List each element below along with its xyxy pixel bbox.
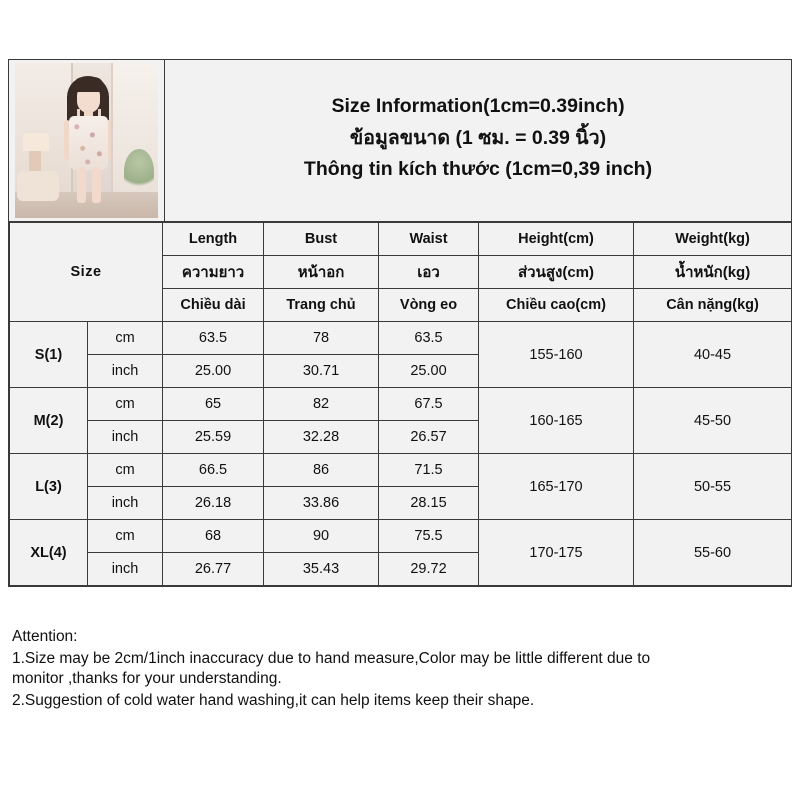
- title-english: Size Information(1cm=0.39inch): [331, 95, 625, 118]
- table-row: [10, 454, 792, 487]
- cell-length-inch-m: 25.59: [163, 421, 264, 454]
- cell-height-xl: 170-175: [479, 520, 634, 586]
- cell-length-cm-m: 65: [163, 388, 264, 421]
- unit-inch: inch: [88, 355, 163, 388]
- cell-length-cm-s: 63.5: [163, 322, 264, 355]
- table-row: [10, 520, 792, 553]
- cell-weight-xl: 55-60: [634, 520, 792, 586]
- header-weight-th: น้ำหนัก(kg): [634, 256, 792, 289]
- cell-length-cm-l: 66.5: [163, 454, 264, 487]
- unit-inch: inch: [88, 421, 163, 454]
- header-length-vi: Chiều dài: [163, 289, 264, 322]
- header-height-th: ส่วนสูง(cm): [479, 256, 634, 289]
- header-weight-en: Weight(kg): [634, 223, 792, 256]
- table-header-row-english: [10, 223, 792, 256]
- product-photo: [15, 63, 158, 218]
- photo-model-leg-right: [92, 167, 101, 203]
- attention-heading: Attention:: [12, 628, 78, 645]
- header-waist-th: เอว: [379, 256, 479, 289]
- chart-title-block: [165, 60, 791, 221]
- cell-waist-cm-xl: 75.5: [379, 520, 479, 553]
- row-size-l: L(3): [10, 454, 88, 520]
- photo-lamp-base: [29, 151, 41, 173]
- header-waist-vi: Vòng eo: [379, 289, 479, 322]
- product-photo-cell: [9, 60, 165, 221]
- header-weight-vi: Cân nặng(kg): [634, 289, 792, 322]
- title-vietnamese: Thông tin kích thước (1cm=0,39 inch): [303, 158, 653, 181]
- cell-bust-cm-s: 78: [264, 322, 379, 355]
- attention-note-1-line-2: monitor ,thanks for your understanding.: [12, 670, 282, 688]
- row-size-xl: XL(4): [10, 520, 88, 586]
- cell-bust-inch-s: 30.71: [264, 355, 379, 388]
- cell-height-m: 160-165: [479, 388, 634, 454]
- header-size-label: Size: [10, 223, 163, 322]
- cell-bust-cm-xl: 90: [264, 520, 379, 553]
- header-length-th: ความยาว: [163, 256, 264, 289]
- unit-inch: inch: [88, 487, 163, 520]
- unit-cm: cm: [88, 520, 163, 553]
- cell-length-cm-xl: 68: [163, 520, 264, 553]
- size-chart: [8, 59, 792, 587]
- attention-block: [8, 623, 792, 711]
- cell-length-inch-s: 25.00: [163, 355, 264, 388]
- photo-model-fringe: [73, 77, 104, 92]
- cell-bust-cm-l: 86: [264, 454, 379, 487]
- row-size-s: S(1): [10, 322, 88, 388]
- unit-cm: cm: [88, 454, 163, 487]
- cell-bust-inch-m: 32.28: [264, 421, 379, 454]
- unit-inch: inch: [88, 553, 163, 586]
- row-size-m: M(2): [10, 388, 88, 454]
- cell-weight-s: 40-45: [634, 322, 792, 388]
- cell-waist-cm-m: 67.5: [379, 388, 479, 421]
- table-row: [10, 322, 792, 355]
- cell-weight-l: 50-55: [634, 454, 792, 520]
- cell-waist-cm-l: 71.5: [379, 454, 479, 487]
- header-length-en: Length: [163, 223, 264, 256]
- cell-height-s: 155-160: [479, 322, 634, 388]
- cell-waist-inch-s: 25.00: [379, 355, 479, 388]
- cell-bust-inch-l: 33.86: [264, 487, 379, 520]
- attention-note-1-line-1: 1.Size may be 2cm/1inch inaccuracy due to hand measure,Color may be little different due to: [12, 649, 651, 667]
- cell-length-inch-l: 26.18: [163, 487, 264, 520]
- cell-length-inch-xl: 26.77: [163, 553, 264, 586]
- photo-model-leg-left: [77, 167, 86, 203]
- cell-waist-cm-s: 63.5: [379, 322, 479, 355]
- measurement-table: [9, 222, 792, 586]
- photo-floral-dress: [69, 116, 108, 170]
- header-bust-th: หน้าอก: [264, 256, 379, 289]
- header-bust-en: Bust: [264, 223, 379, 256]
- chart-header: [9, 60, 791, 222]
- attention-note-2: 2.Suggestion of cold water hand washing,it can help items keep their shape.: [12, 691, 535, 709]
- photo-lamp-shade: [23, 133, 49, 151]
- header-height-vi: Chiều cao(cm): [479, 289, 634, 322]
- header-bust-vi: Trang chủ: [264, 289, 379, 322]
- cell-waist-inch-xl: 29.72: [379, 553, 479, 586]
- photo-sofa: [17, 171, 59, 201]
- cell-bust-inch-xl: 35.43: [264, 553, 379, 586]
- header-waist-en: Waist: [379, 223, 479, 256]
- cell-waist-inch-m: 26.57: [379, 421, 479, 454]
- cell-weight-m: 45-50: [634, 388, 792, 454]
- table-row: [10, 388, 792, 421]
- cell-bust-cm-m: 82: [264, 388, 379, 421]
- cell-height-l: 165-170: [479, 454, 634, 520]
- title-thai: ข้อมูลขนาด (1 ซม. = 0.39 นิ้ว): [349, 126, 607, 149]
- unit-cm: cm: [88, 322, 163, 355]
- cell-waist-inch-l: 28.15: [379, 487, 479, 520]
- unit-cm: cm: [88, 388, 163, 421]
- header-height-en: Height(cm): [479, 223, 634, 256]
- photo-plant: [124, 149, 154, 193]
